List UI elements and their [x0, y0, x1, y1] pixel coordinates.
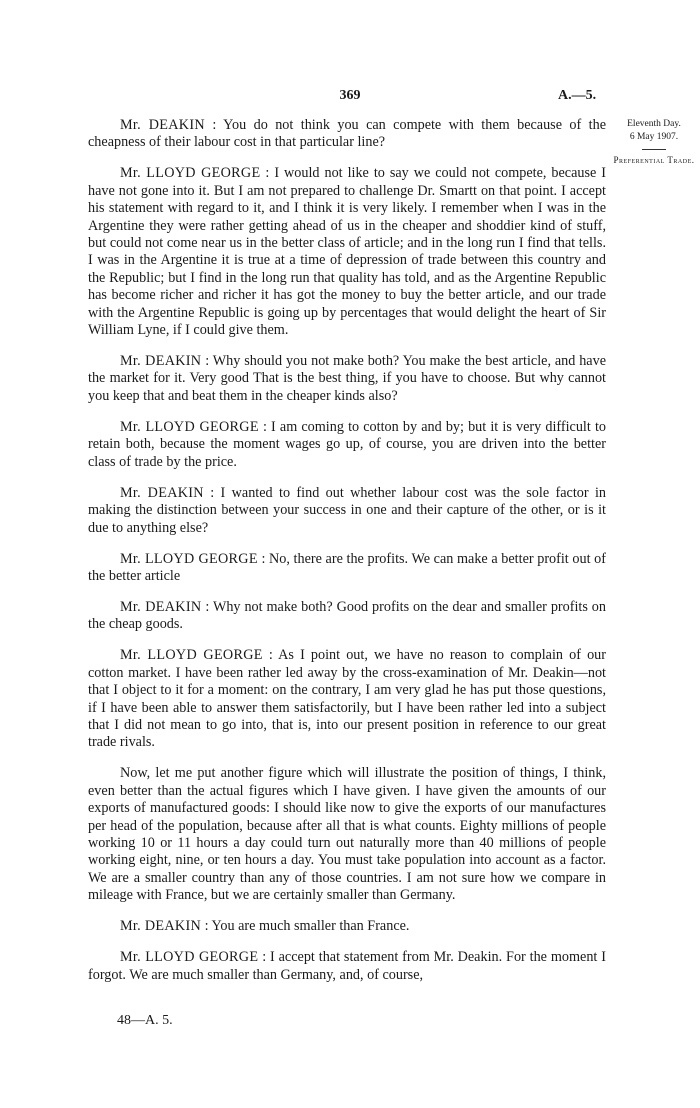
- body-text: [88, 117, 606, 984]
- speaker: Mr. LLOYD GEORGE: [120, 949, 259, 966]
- speaker: Mr. LLOYD GEORGE: [120, 165, 261, 182]
- paragraph: [88, 117, 606, 152]
- margin-note: [612, 118, 696, 167]
- paragraph: [88, 765, 606, 904]
- speaker: Mr. LLOYD GEORGE: [120, 418, 259, 435]
- margin-topic: Preferential Trade.: [613, 155, 695, 165]
- paragraph: [88, 419, 606, 471]
- document-reference: A.—5.: [558, 88, 597, 103]
- speech: : No, there are the profits. We can make a better profit out of the better article: [88, 550, 606, 584]
- speech: : You do not think you can compete with them because of the cheapness of their labour cost in that particular line?: [88, 117, 606, 151]
- speaker: Mr. DEAKIN: [120, 353, 202, 370]
- page-number: 369: [339, 88, 361, 103]
- paragraph: [88, 165, 606, 339]
- paragraph: [88, 485, 606, 537]
- paragraph: [88, 949, 606, 984]
- speaker: Mr. LLOYD GEORGE: [120, 550, 258, 567]
- speech: : Why should you not make both? You make the best article, and have the market for it. Very good That is the best thing, if you have to choose. But why cannot you keep that and beat them in the cheaper kinds also?: [88, 353, 606, 404]
- paragraph: [88, 918, 606, 935]
- paragraph: [88, 599, 606, 634]
- margin-rule: [642, 149, 666, 150]
- footer-signature: 48—A. 5.: [117, 1013, 173, 1028]
- speaker: Mr. DEAKIN: [120, 918, 202, 935]
- margin-day: Eleventh Day.: [627, 119, 681, 129]
- speaker: Mr. DEAKIN: [120, 484, 204, 501]
- paragraph: [88, 647, 606, 751]
- margin-date: 6 May 1907.: [629, 132, 679, 142]
- speech: : I accept that statement from Mr. Deakin. For the moment I forgot. We are much smaller than Germany, and, of course,: [88, 949, 606, 983]
- speech: : Why not make both? Good profits on the dear and smaller profits on the cheap goods.: [88, 598, 606, 633]
- speech: : I would not like to say we could not compete, because I have not gone into it. But I am not prepared to challenge Dr. Smartt on that point. I accept his statement with regard to it, and I think it is very likely. I remember when I was in the Argentine they were rather getting ahead of us in the cheaper and shoddier kind of stuff, but could not come near us in the better class of article; and in the long run I find that tells. I was in the Argentine it is true at a time of depression of trade between this country and the Republic; but I find in the long run that quality has told, and as the Argentine Republic has become richer and richer it has got the money to buy the better article, and our trade with the Argentine Republic is going up by percentages that would delight the heart of Sir William Lyne, if I could give them.: [88, 165, 606, 339]
- paragraph: [88, 551, 606, 586]
- speech: : As I point out, we have no reason to complain of our cotton market. I have been rather led away by the cross-examination of Mr. Deakin—not that I object to it for a moment: on the contrary, I am very glad he has put those questions, if I have been able to answer them satisfactorily, but I have been rather led into a subject that I did not mean to go into, that is, into our present position in reference to our great trade rivals.: [88, 647, 606, 751]
- speech: : I wanted to find out whether labour cost was the sole factor in making the distinction between your success in one and their capture of the other, or is it due to anything else?: [88, 484, 606, 536]
- speech: : I am coming to cotton by and by; but it is very difficult to retain both, because the moment wages go up, of course, you are driven into the better class of trade by the price.: [88, 418, 606, 470]
- speech: : You are much smaller than France.: [201, 918, 410, 935]
- speaker: Mr. DEAKIN: [120, 598, 202, 615]
- speaker: Mr. LLOYD GEORGE: [120, 647, 263, 664]
- speech: Now, let me put another figure which will illustrate the position of things, I think, even better than the actual figures which I have given. I have given the amounts of our exports of manufactured goods: I should like now to give the exports of our manufactures per head of the population, because after all that is what counts. Eighty millions of people working 10 or 11 hours a day could turn out naturally more than 40 millions of people working eight, nine, or ten hours a day. You must take population into account as a factor. We are a smaller country than any of those countries. I am not sure how we compare in mileage with France, but we are certainly smaller than Germany.: [88, 765, 606, 904]
- paragraph: [88, 353, 606, 405]
- speaker: Mr. DEAKIN: [120, 117, 205, 133]
